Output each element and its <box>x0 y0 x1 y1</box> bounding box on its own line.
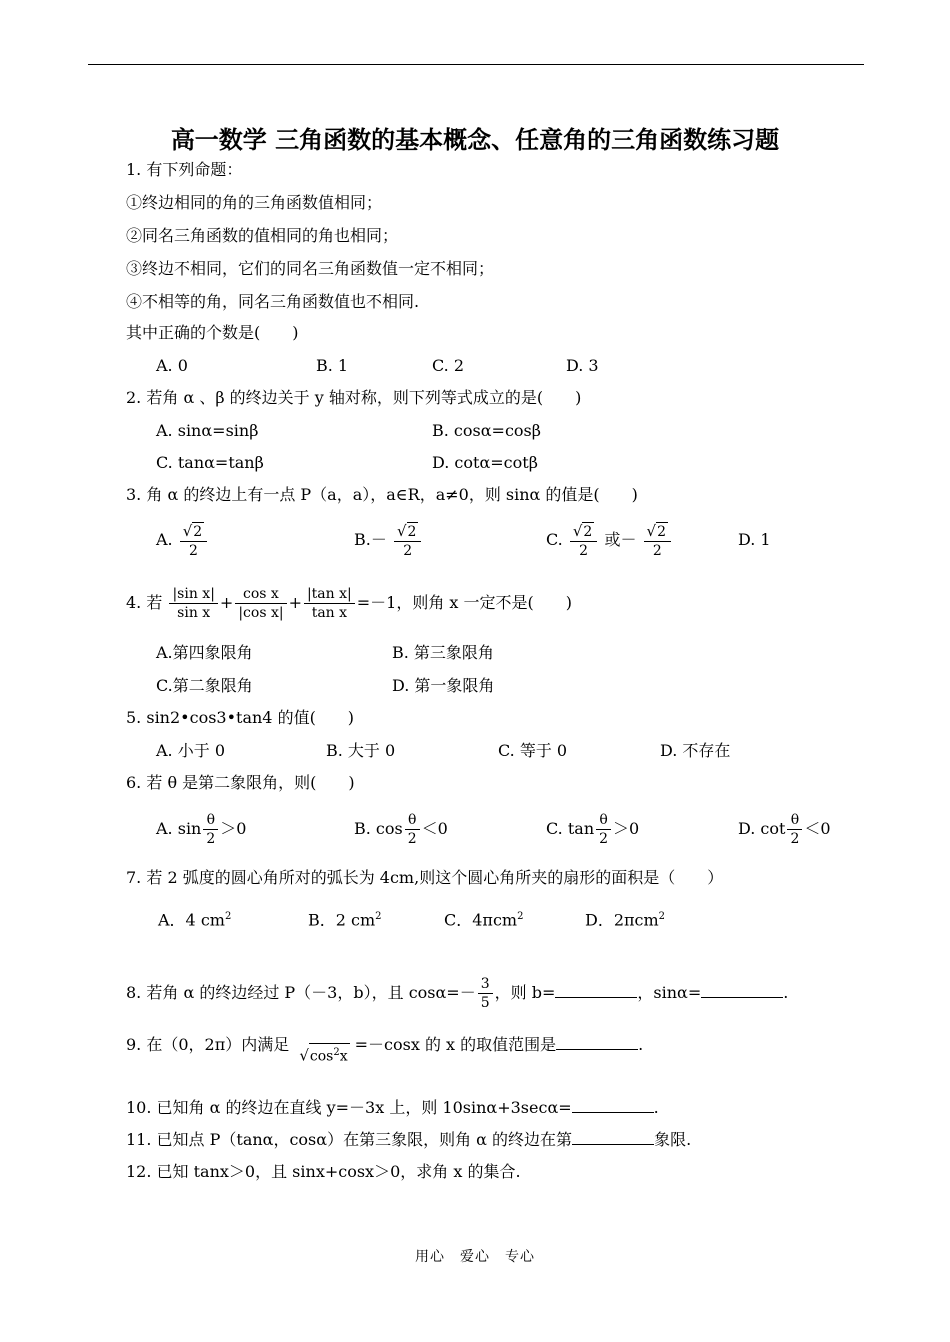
q1-option-c: C. 2 <box>432 356 465 375</box>
page-footer: 用心 爱心 专心 <box>415 1249 535 1265</box>
q3-option-d: D. 1 <box>738 530 771 549</box>
answer-blank-sin[interactable] <box>701 981 783 998</box>
answer-blank-value[interactable] <box>572 1096 654 1113</box>
q5-stem: 5. sin2•cos3•tan4 的值( ) <box>126 708 355 727</box>
option-letter: B.－ <box>354 530 387 549</box>
q2-option-b: B. cosα=cosβ <box>432 421 541 440</box>
q8-stem: 8. 若角 α 的终边经过 P（－3，b），且 cosα=－ $\frac{3}{5}$ ，则 b= ，sinα= . <box>126 976 789 1011</box>
q4-option-c: C.第二象限角 <box>156 676 253 695</box>
q5-option-b: B. 大于 0 <box>326 741 396 760</box>
q1-option-d: D. 3 <box>566 356 599 375</box>
q1-proposition-4: ④不相等的角，同名三角函数值也不相同. <box>126 292 420 311</box>
fraction-cos-abs: $\frac{\text{cos x}}{\text{|cos x|}}$ <box>235 585 286 622</box>
q3-option-c: C. $\frac{√2}{2}$ 或－ $\frac{√2}{2}$ <box>546 517 673 563</box>
q1-option-a: A. 0 <box>156 356 188 375</box>
q4-option-a: A.第四象限角 <box>156 643 253 662</box>
page-title: 高一数学 三角函数的基本概念、任意角的三角函数练习题 <box>170 126 780 154</box>
q4-option-b: B. 第三象限角 <box>392 643 494 662</box>
sqrt2-over-2: $\frac{√2}{2}$ <box>180 522 207 560</box>
fraction-abs-sin: $\frac{\text{|sin x|}}{\text{sin x}}$ <box>169 585 217 622</box>
theta-over-2: $\frac{\theta}{2}$ <box>405 811 420 848</box>
q4-stem: 4. 若 $\frac{\text{|sin x|}}{\text{sin x}}$ + $\frac{\text{cos x}}{\text{|cos x|}}$ + $\frac{\text{|tan x|}}{\text{tan x}}$ =－1，则角 x 一定不是( ) <box>126 586 573 621</box>
option-letter: A. <box>156 530 173 549</box>
answer-blank-quadrant[interactable] <box>572 1128 654 1145</box>
q1-proposition-3: ③终边不相同，它们的同名三角函数值一定不相同； <box>126 259 495 278</box>
q1-stem: 1. 有下列命题： <box>126 160 243 179</box>
q6-option-d: D. cot $\frac{\theta}{2}$ ＜0 <box>738 812 831 847</box>
q7-option-c: C．4πcm$^2$ <box>444 910 524 930</box>
sqrt2-over-2: $\frac{√2}{2}$ <box>644 522 671 560</box>
q5-option-c: C. 等于 0 <box>498 741 568 760</box>
theta-over-2: $\frac{\theta}{2}$ <box>203 811 218 848</box>
fraction-3-over-5: $\frac{3}{5}$ <box>478 975 493 1012</box>
q2-option-c: C. tanα=tanβ <box>156 453 264 472</box>
q5-option-a: A. 小于 0 <box>156 741 225 760</box>
answer-blank-b[interactable] <box>555 981 637 998</box>
q2-option-d: D. cotα=cotβ <box>432 453 538 472</box>
q3-stem: 3. 角 α 的终边上有一点 P（a，a），a∈R，a≠0，则 sinα 的值是( ) <box>126 485 638 504</box>
sqrt2-over-2: $\frac{√2}{2}$ <box>570 522 597 560</box>
q9-stem: 9. 在（0，2π）内满足 $√\cos^2x$ =－cosx 的 x 的取值范围是 . <box>126 1022 643 1068</box>
q6-stem: 6. 若 θ 是第二象限角，则( ) <box>126 773 355 792</box>
q12-stem: 12. 已知 tanx＞0，且 sinx+cosx＞0，求角 x 的集合. <box>126 1162 521 1181</box>
q1-option-b: B. 1 <box>316 356 349 375</box>
q6-option-c: C. tan $\frac{\theta}{2}$ ＞0 <box>546 812 640 847</box>
fraction-cosx-over-sqrt: $√\cos^2x$ <box>296 1025 352 1066</box>
q2-option-a: A. sinα=sinβ <box>156 421 259 440</box>
sqrt2-over-2: $\frac{√2}{2}$ <box>394 522 421 560</box>
q3-option-a <box>156 517 209 563</box>
fraction-abs-tan: $\frac{\text{|tan x|}}{\text{tan x}}$ <box>304 585 355 622</box>
q11-stem: 11. 已知点 P（tanα，cosα）在第三象限，则角 α 的终边在第 象限. <box>126 1130 692 1149</box>
q2-stem: 2. 若角 α 、β 的终边关于 y 轴对称，则下列等式成立的是( ) <box>126 388 582 407</box>
q6-option-b: B. cos $\frac{\theta}{2}$ ＜0 <box>354 812 448 847</box>
q7-option-b: B．2 $cm^2$ <box>308 910 382 930</box>
q1-ask: 其中正确的个数是( ) <box>126 323 299 342</box>
q6-option-a: A. sin $\frac{\theta}{2}$ ＞0 <box>156 812 247 847</box>
q10-stem: 10. 已知角 α 的终边在直线 y=－3x 上，则 10sinα+3secα= . <box>126 1098 659 1117</box>
q7-option-a: A．4 $cm^2$ <box>158 910 232 930</box>
q5-option-d: D. 不存在 <box>660 741 731 760</box>
q3-option-b <box>354 517 423 563</box>
option-letter: C. <box>546 530 563 549</box>
q7-stem: 7. 若 2 弧度的圆心角所对的弧长为 4cm,则这个圆心角所夹的扇形的面积是（ ） <box>126 868 724 887</box>
answer-blank-range[interactable] <box>556 1033 638 1050</box>
header-rule <box>88 64 864 65</box>
q4-option-d: D. 第一象限角 <box>392 676 495 695</box>
q1-proposition-1: ①终边相同的角的三角函数值相同； <box>126 193 383 212</box>
q1-proposition-2: ②同名三角函数的值相同的角也相同； <box>126 226 399 245</box>
theta-over-2: $\frac{\theta}{2}$ <box>596 811 611 848</box>
q7-option-d: D．2πcm$^2$ <box>585 910 666 930</box>
theta-over-2: $\frac{\theta}{2}$ <box>787 811 802 848</box>
